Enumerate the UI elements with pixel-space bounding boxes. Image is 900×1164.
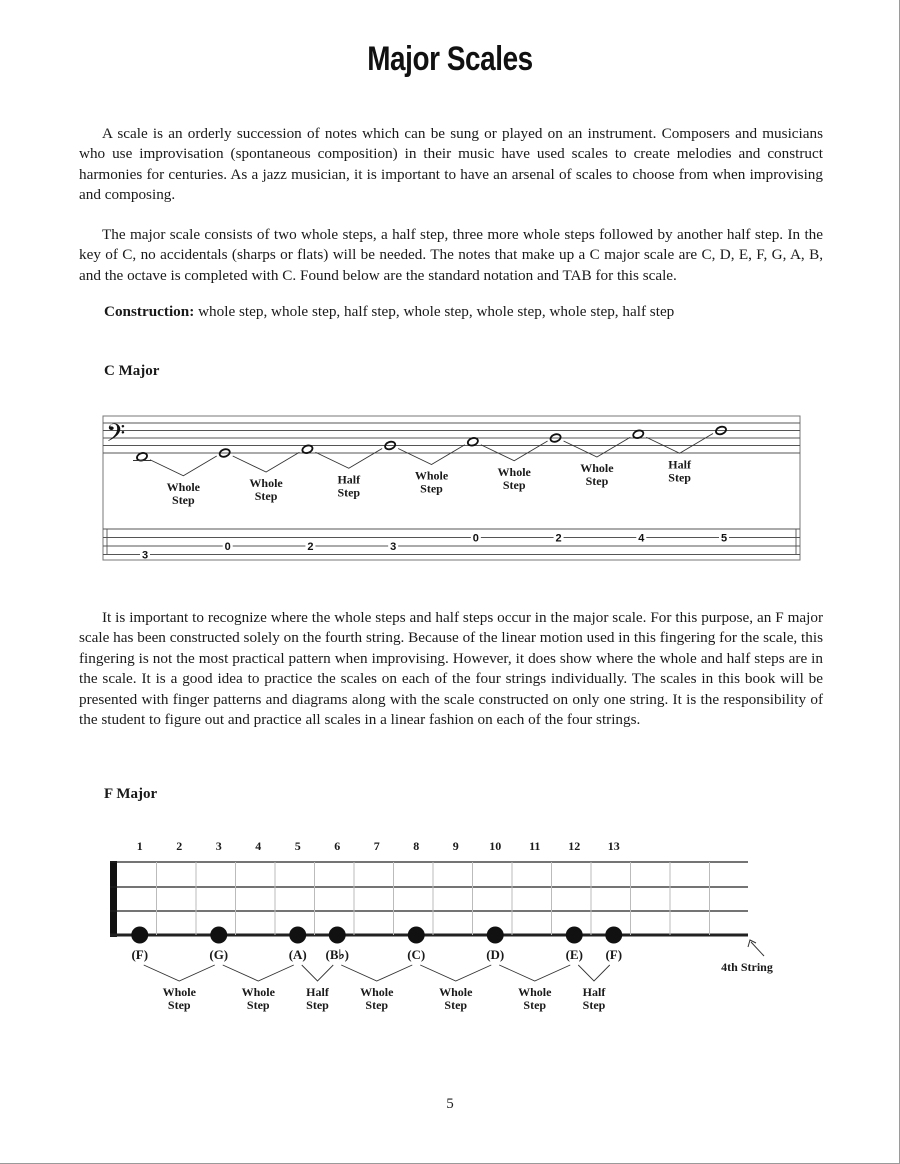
step-label-type: Half [668,457,691,472]
step-label-word: Step [585,474,609,488]
tab-fret-number: 2 [307,541,314,553]
note-label: (F) [605,947,623,962]
intro-paragraph: A scale is an orderly succession of notes which can be sung or played on an instrument. Composers and musicians who use improvisation (spontaneous composition) in their music have used scales to create melodies and construct harmonies for centuries. As a jazz musician, it is important to have an arsenal of scales to choose from when improvising and composing. [79,125,823,204]
string-label-group [721,940,773,974]
f-major-label: F Major [104,786,158,802]
fretboard-grid [110,861,748,937]
page-number: 5 [446,1096,454,1112]
tab-fret-number: 3 [141,549,149,562]
step-connector [223,965,294,981]
fretboard-nut [110,861,117,937]
step-connector [144,965,215,981]
tab-fret-number: 0 [224,541,231,553]
step-label-word: Step [668,470,691,485]
tab-fret-number: 4 [638,532,645,545]
step-label-word: Step [365,998,389,1012]
step-connector [578,965,610,981]
tab-fret-number: 5 [720,532,728,545]
fret-dot [605,927,622,944]
step-label-type: Whole [166,479,201,494]
string-pointer-line [751,942,764,956]
fret-dot [408,927,425,944]
fret-number: 4 [255,839,262,853]
step-label-word: Step [582,998,606,1012]
fret-number: 5 [294,839,301,853]
step-label [518,985,552,1012]
step-label-type: Whole [497,464,531,479]
fret-number: 2 [176,839,183,853]
step-label-word: Step [254,489,278,503]
c-major-label: C Major [104,363,160,379]
note-label: (G) [209,947,229,962]
step-label [360,985,394,1012]
step-label-word: Step [444,998,468,1012]
page-title: Major Scales [367,40,533,78]
major-scale-paragraph: The major scale consists of two whole steps, a half step, three more whole steps followed by another half step. In the key of C, no accidentals (sharps or flats) will be needed. The notes that make up a C major scale are C, D, E, F, G, A, B, and the octave is completed with C. Found below are the standard notation and TAB for this scale. [79,226,823,284]
note-label: (D) [486,947,505,962]
fret-dot [487,927,504,944]
note-label: (A) [288,947,307,962]
fret-number: 11 [529,839,541,853]
note-label: (F) [131,947,149,962]
string-label: 4th String [721,960,773,974]
step-label-word: Step [420,481,443,496]
construction-text: whole step, whole step, half step, whole step, whole step, whole step, half step [198,303,675,320]
fret-number: 12 [568,839,581,853]
tab-fret-number: 2 [555,532,562,545]
step-label [242,985,276,1012]
step-label [306,985,330,1012]
step-label-type: Whole [249,476,283,490]
f-major-step-labels [163,985,607,1012]
fret-number: 10 [489,839,502,853]
note-label: (B♭) [325,947,349,962]
step-connector [499,965,570,981]
note-label: (C) [407,947,426,962]
step-label [583,985,607,1012]
step-label-word: Step [523,998,547,1012]
step-connector [341,965,412,981]
step-label-word: Step [502,477,526,492]
fret-number: 9 [452,839,459,853]
fret-number: 7 [373,839,380,853]
step-label-type: Whole [518,985,552,999]
fret-dot [289,927,306,944]
step-label-type: Half [306,985,329,999]
step-label-word: Step [306,998,329,1012]
bass-clef-icon: 𝄢 [106,419,126,454]
step-label-word: Step [246,998,270,1012]
step-label-type: Half [582,985,606,999]
step-label-type: Half [337,472,361,487]
fret-number: 6 [334,839,341,853]
f-major-paragraph: It is important to recognize where the whole steps and half steps occur in the major scale. For this purpose, an F major scale has been constructed solely on the fourth string. Because of the linear motion used in this fingering for the scale, this fingering is not the most practical pattern when improvising. However, it does show where the whole and half steps are in the scale. It is a good idea to practice the scales on each of the four strings individually. The scales in this book will be presented with finger patterns and diagrams along with the scale constructed on only one string. It is the responsibility of the student to figure out and practice all scales in a linear fashion on each of the four strings. [79,609,823,729]
step-label-type: Whole [360,985,394,999]
fret-number: 13 [607,839,620,853]
step-label-word: Step [337,485,361,500]
fret-dot [210,927,227,944]
fret-dot [131,927,148,944]
step-label [439,985,473,1012]
tab-fret-number: 3 [390,541,397,553]
step-label-type: Whole [414,468,449,483]
tab-fret-number: 0 [472,532,479,545]
step-label-type: Whole [162,985,196,999]
step-label-type: Whole [439,985,473,999]
step-label [163,985,197,1012]
step-connector [302,965,334,981]
step-label-type: Whole [580,461,614,475]
step-label-word: Step [167,998,191,1012]
fret-numbers [137,839,620,853]
step-label-type: Whole [241,985,275,999]
fret-number: 3 [215,839,222,853]
note-label: (E) [565,947,583,962]
construction-label: Construction: [104,303,195,320]
fret-dot [329,927,346,944]
step-label-word: Step [172,492,195,507]
fret-number: 1 [136,839,143,853]
fret-dot [566,927,583,944]
step-connector [420,965,491,981]
fret-number: 8 [413,839,420,853]
